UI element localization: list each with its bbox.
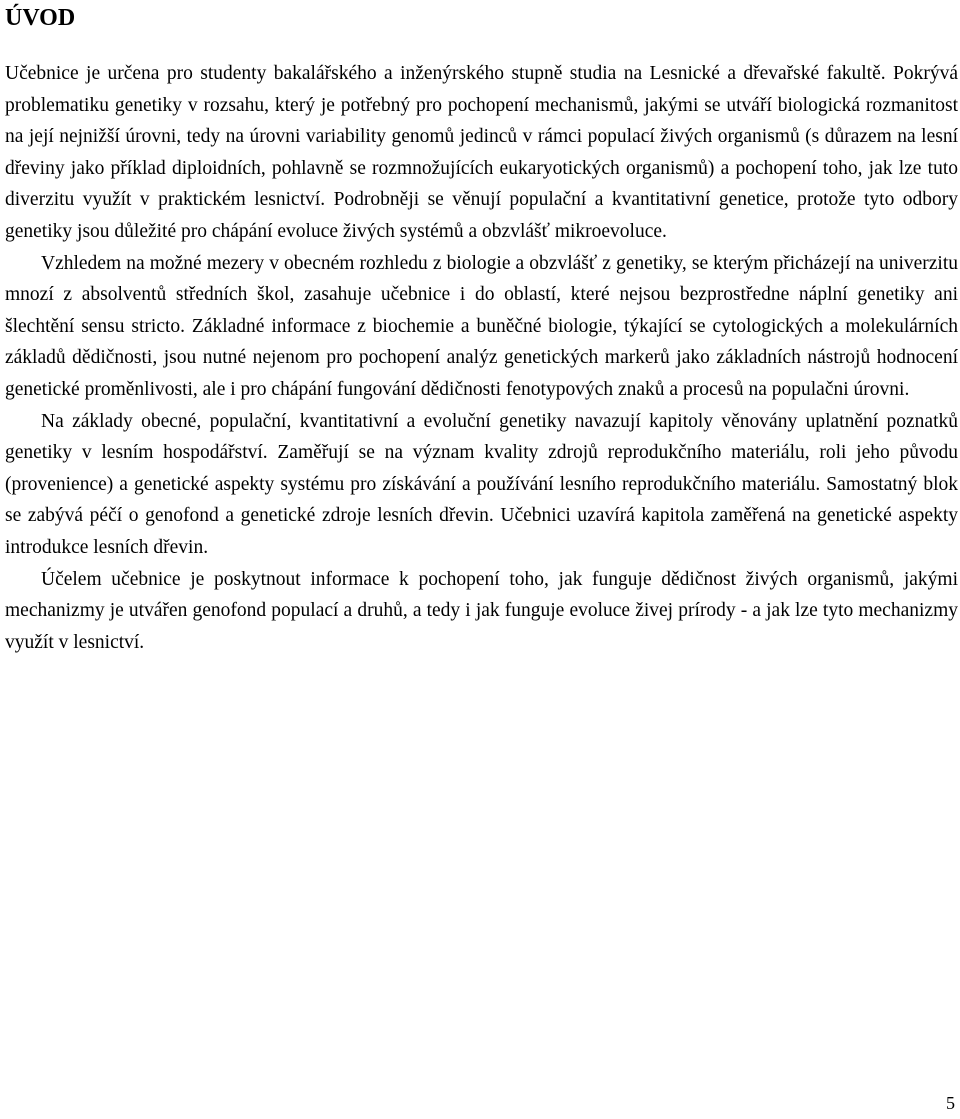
body-text [5,58,958,658]
paragraph-2: Vzhledem na možné mezery v obecném rozhledu z biologie a obzvlášť z genetiky, se kterým přicházejí na univerzitu mnozí z absolventů středních škol, zasahuje učebnice i do oblastí, které nejsou bezprostředne náplní genetiky ani šlechtění sensu stricto. Základné informace z biochemie a buněčné biologie, týkající se cytologických a molekulárních základů dědičnosti, jsou nutné nejenom pro pochopení analýz genetických markerů jako základních nástrojů hodnocení genetické proměnlivosti, ale i pro chápání fungování dědičnosti fenotypových znaků a procesů na populačni úrovni. [5,252,958,400]
document-page [5,0,960,1119]
paragraph-3: Na základy obecné, populační, kvantitativní a evoluční genetiky navazují kapitoly věnovány uplatnění poznatků genetiky v lesním hospodářství. Zaměřují se na význam kvality zdrojů reprodukčního materiálu, roli jeho původu (provenience) a genetické aspekty systému pro získávání a používání lesního reprodukčního materiálu. Samostatný blok se zabývá péčí o genofond a genetické zdroje lesních dřevin. Učebnici uzavírá kapitola zaměřená na genetické aspekty introdukce lesních dřevin. [5,410,958,558]
paragraph-1: Učebnice je určena pro studenty bakalářského a inženýrského stupně studia na Lesnické a dřevařské fakultě. Pokrývá problematiku genetiky v rozsahu, který je potřebný pro pochopení mechanismů, jakými se utváří biologická rozmanitost na její nejnižší úrovni, tedy na úrovni variability genomů jedinců v rámci populací živých organismů (s důrazem na lesní dřeviny jako příklad diploidních, pohlavně se rozmnožujících eukaryotických organismů) a pochopení toho, jak lze tuto diverzitu využít v praktickém lesnictví. Podrobněji se věnují populační a kvantitativní genetice, protože tyto odbory genetiky jsou důležité pro chápání evoluce živých systémů a obzvlášť mikroevoluce. [5,63,958,242]
section-heading: ÚVOD [5,5,76,31]
paragraph-4: Účelem učebnice je poskytnout informace k pochopení toho, jak funguje dědičnost živých organismů, jakými mechanizmy je utvářen genofond populací a druhů, a tedy i jak funguje evoluce živej prírody - a jak lze tyto mechanizmy využít v lesnictví. [5,568,958,653]
page-number: 5 [946,1093,955,1113]
